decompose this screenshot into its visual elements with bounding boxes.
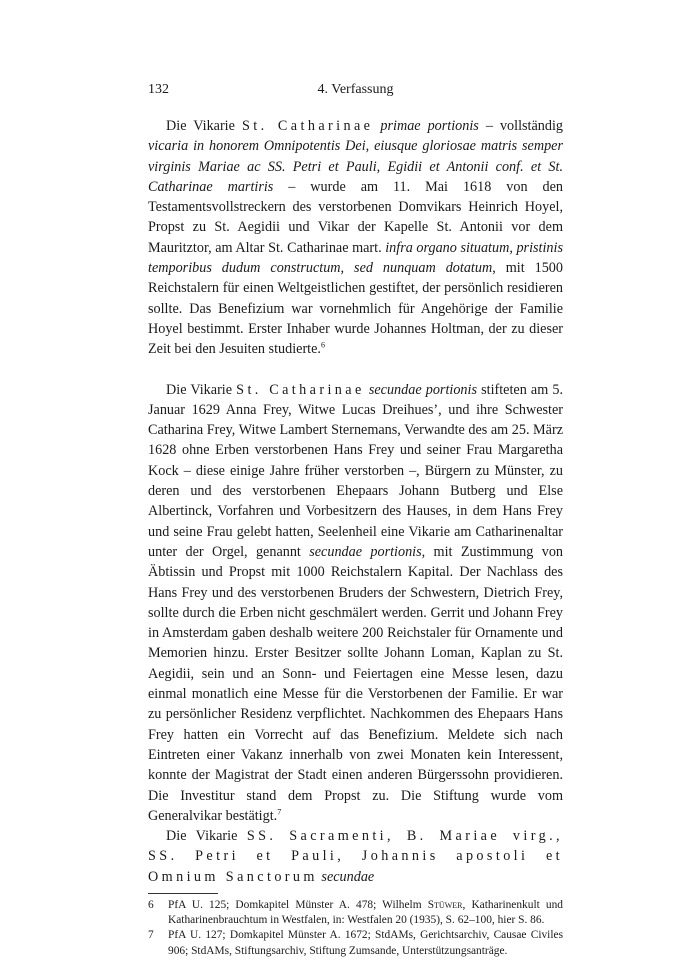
page-header — [148, 82, 563, 102]
latin-phrase: vicaria in honorem Omnipotentis Dei, eiusque gloriosae matris semper virginis Mariae ac SS. Petri et Pauli, Egidii et Antonii conf. et St. Catharinae martiris — [148, 138, 563, 195]
book-page — [148, 82, 563, 959]
footnote-number: 7 — [148, 929, 154, 942]
paragraph-vikarie-primae-portionis — [148, 116, 563, 360]
latin-phrase: secundae portionis — [368, 381, 477, 398]
text-run: Die Vikarie — [166, 118, 242, 134]
latin-phrase: secundae portionis — [309, 543, 422, 560]
text-run: – vollständig — [478, 118, 564, 134]
text-run: – wurde am 11. Mai 1618 von den Testamentsvollstreckern des verstorbenen Domvikars Heinrich Hoyel, Propst zu St. Aegidii und Vikar der Kapelle St. Antonii vor dem Mauritztor, am Altar St. Catharinae mart. — [148, 178, 563, 256]
text-run: stifteten am 5. Januar 1629 Anna Frey, Witwe Lucas Dreihues’, und ihre Schwester Catharina Frey, Witwe Lambert Sternemans, Verwandte des am 25. März 1628 ohne Erben verstorbenen Hans Frey und seiner Frau Margaretha Kock – diese einige Jahre früher verstorben –, Bürgern zu Münster, zu deren und des verstorbenen Ehepaars Johann Butberg und Else Albertinck, Vorfahren und Vorbesitzern des Hauses, in dem Hans Frey und seine Frau gelebt hatten, Seelenheil eine Vikarie am Catharinenaltar unter der Orgel, genannt — [148, 381, 564, 560]
footnote-separator — [148, 893, 218, 894]
latin-phrase: secundae — [321, 868, 375, 885]
latin-phrase: primae portionis — [380, 118, 479, 134]
footnote-6 — [148, 898, 563, 928]
text-run: , mit Zustimmung von Äbtissin und Propst mit 1000 Reichstalern Kapital. Der Nachlass des Hans Frey und des verstorbenen Bruders der Schwestern, Dietrich Frey, sollte durch die Erben nicht geschmälert werden. Gerrit und Johann Frey in Amsterdam gaben deshalb weitere 200 Reichstaler für Ornamente und Memorien hinzu. Erster Besitzer sollte Johann Loman, Kaplan zu St. Aegidii, sein und an Sonn- und Feiertagen eine Messe lesen, dazu einmal monatlich eine Messe für die Verstorbenen der Familie. Er war zu persönlicher Residenz verpflichtet. Nachkommen des Ehepaars Hans Frey hatten ein Vorrecht auf das Benefizium. Meldete sich nach Eintreten einer Vakanz innerhalb von zwei Monaten kein Interessent, konnte der Magistrat der Stadt einen anderen Bürgerssohn providieren. Die Investitur stand dem Propst zu. Die Stiftung wurde vom Generalvikar bestätigt. — [148, 543, 564, 824]
spaced-title: SS. Sacramenti, B. Mariae virg., SS. Petri et Pauli, Johannis apostoli et Omnium Sanctorum — [148, 828, 563, 885]
footnote-text: , Katharinenkult und Katharinenbrauchtum in Westfalen, in: Westfalen 20 (1935), S. 62–100, hier S. 86. — [168, 898, 563, 927]
footnote-7 — [148, 928, 563, 958]
footnote-ref[interactable]: 6 — [320, 340, 325, 350]
footnote-number: 6 — [148, 898, 154, 911]
footnote-text: PfA U. 125; Domkapitel Münster A. 478; Wilhelm — [168, 898, 428, 911]
paragraph-vikarie-secundae-portionis — [148, 380, 563, 827]
spaced-title: St. Catharinae — [236, 381, 365, 398]
page-number: 132 — [148, 82, 169, 97]
text-run: Die Vikarie — [166, 381, 237, 398]
latin-phrase: infra organo situatum, pristinis temporibus dudum constructum, sed nunquam dotatum — [148, 239, 563, 277]
author-name: Stüwer — [427, 898, 463, 911]
main-text — [148, 116, 563, 887]
text-run: Die Vikarie — [166, 828, 247, 845]
spaced-title: St. Catharinae — [241, 118, 374, 134]
paragraph-vikarie-ss-sacramenti — [148, 826, 563, 887]
footnote-ref[interactable]: 7 — [277, 807, 282, 817]
footnote-text: PfA U. 127; Domkapitel Münster A. 1672; StdAMs, Gerichtsarchiv, Causae Civiles 906; StdAMs, Stiftungsarchiv, Stiftung Zumsande, Unterstützungsanträge. — [168, 929, 563, 957]
text-run: , mit 1500 Reichstalern für einen Weltgeistlichen gestiftet, der persönlich residieren sollte. Das Benefizium war vornehmlich für Angehörige der Familie Hoyel bestimmt. Erster Inhaber wurde Johannes Holtman, der zu dieser Zeit bei den Jesuiten studierte. — [148, 260, 563, 358]
running-head: 4. Verfassung — [317, 82, 394, 97]
